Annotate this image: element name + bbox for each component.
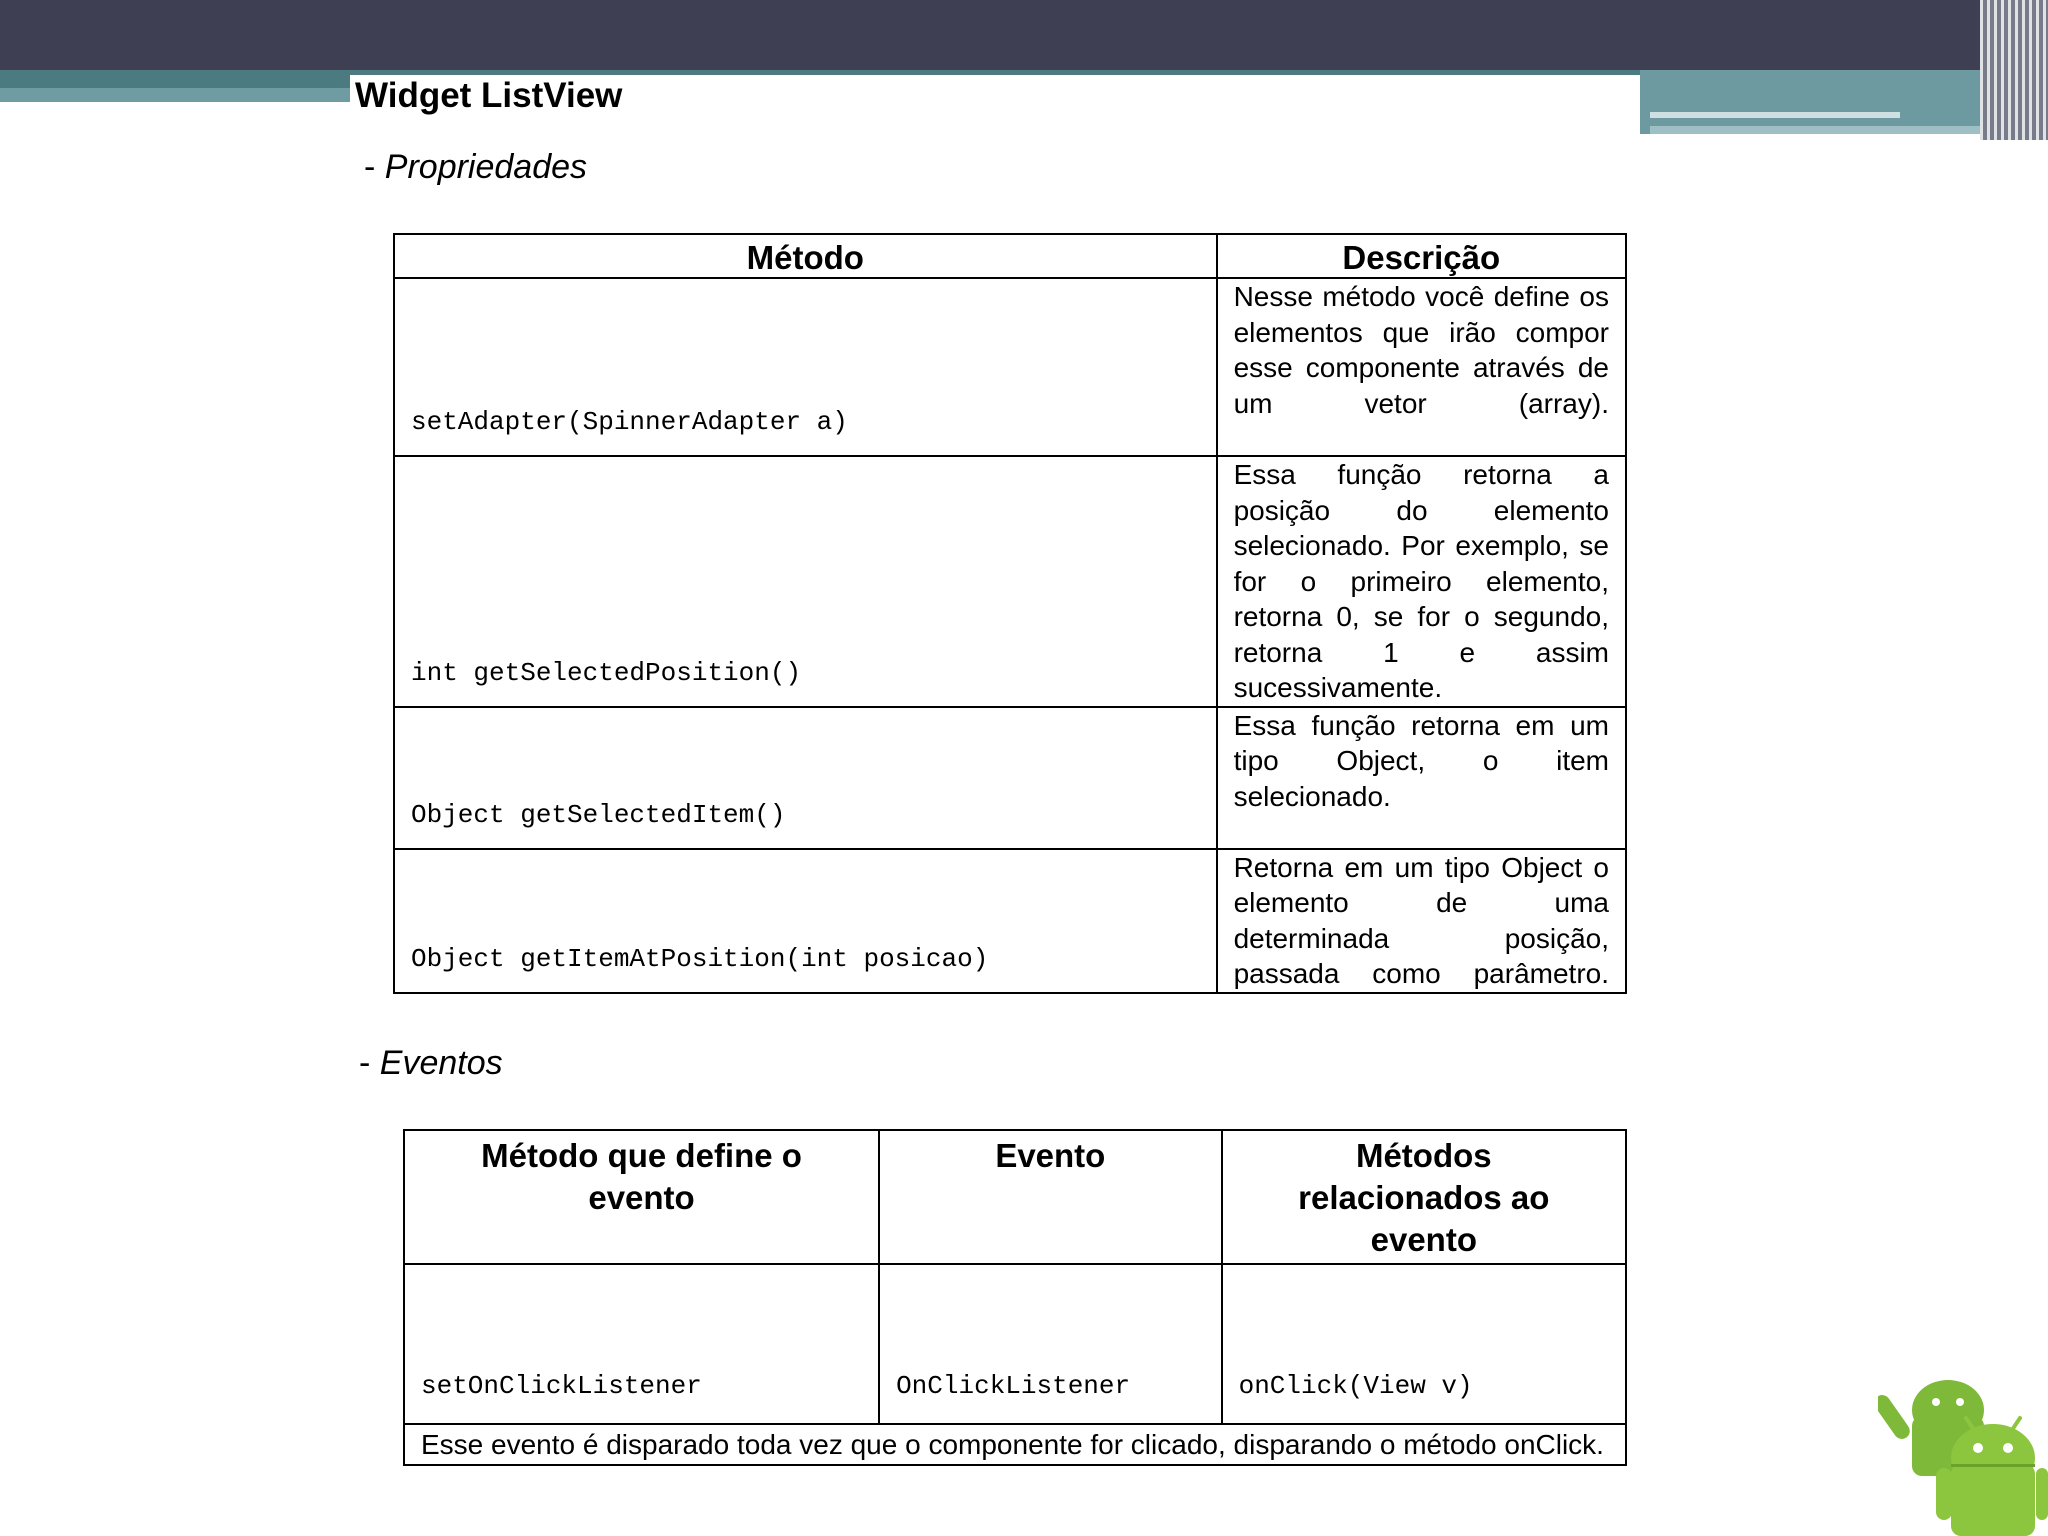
event-method-cell: onClick(View v) xyxy=(1222,1264,1626,1424)
top-banner xyxy=(0,0,2048,70)
events-table xyxy=(403,1129,1627,1466)
event-note-cell: Esse evento é disparado toda vez que o componente for clicado, disparando o método onClick. xyxy=(404,1424,1626,1465)
event-definer-cell: setOnClickListener xyxy=(404,1264,879,1424)
table-row xyxy=(394,707,1626,849)
method-cell: Object getSelectedItem() xyxy=(394,707,1217,849)
description-cell: Nesse método você define os elementos que irão compor esse componente através de um vetor (array). xyxy=(1217,278,1626,456)
table-header-row xyxy=(404,1130,1626,1264)
description-cell: Retorna em um tipo Object o elemento de uma determinada posição, passada como parâmetro. xyxy=(1217,849,1626,993)
table-header-row xyxy=(394,234,1626,278)
column-header: Descrição xyxy=(1217,234,1626,278)
description-cell: Essa função retorna a posição do elemento selecionado. Por exemplo, se for o primeiro elemento, retorna 0, se for o segundo, retorna 1 e assim sucessivamente. xyxy=(1217,456,1626,707)
column-header: Método que define o evento xyxy=(404,1130,879,1264)
corner-stripes xyxy=(1980,0,2048,140)
section-heading-propriedades: - Propriedades xyxy=(364,148,588,186)
method-cell: setAdapter(SpinnerAdapter a) xyxy=(394,278,1217,456)
event-name-cell: OnClickListener xyxy=(879,1264,1222,1424)
description-cell: Essa função retorna em um tipo Object, o item selecionado. xyxy=(1217,707,1626,849)
table-row xyxy=(404,1264,1626,1424)
table-row xyxy=(394,278,1626,456)
slide-title: Widget ListView xyxy=(355,76,623,115)
column-header: Método xyxy=(394,234,1217,278)
right-banner-line-lower xyxy=(1650,126,2010,134)
table-row xyxy=(394,456,1626,707)
column-header: Métodos relacionados ao evento xyxy=(1222,1130,1626,1264)
column-header: Evento xyxy=(879,1130,1222,1264)
section-heading-eventos: - Eventos xyxy=(359,1044,503,1082)
method-cell: int getSelectedPosition() xyxy=(394,456,1217,707)
properties-table xyxy=(393,233,1627,994)
table-row xyxy=(404,1424,1626,1465)
teal-banner-accent xyxy=(0,88,350,102)
table-row xyxy=(394,849,1626,993)
android-mascot-icon xyxy=(1878,1368,2048,1536)
right-banner-line xyxy=(1650,112,1900,118)
method-cell: Object getItemAtPosition(int posicao) xyxy=(394,849,1217,993)
